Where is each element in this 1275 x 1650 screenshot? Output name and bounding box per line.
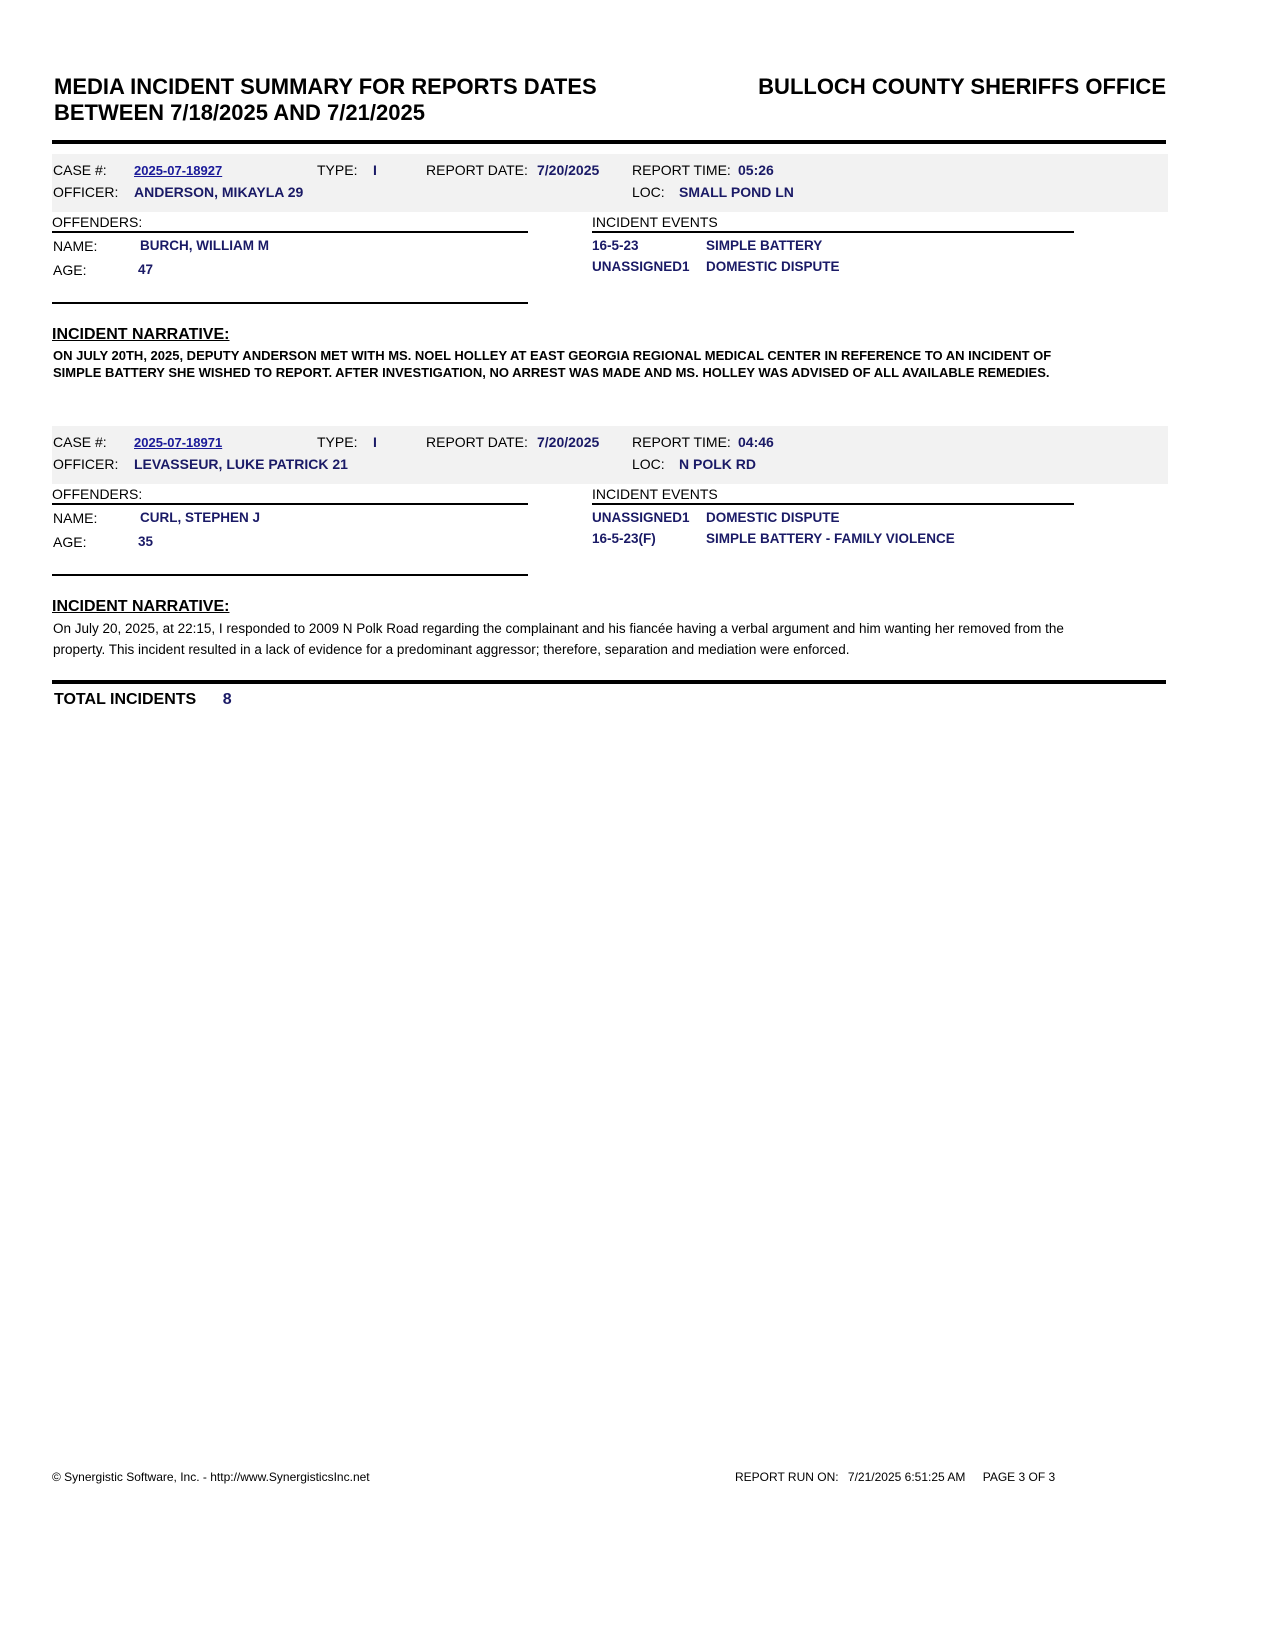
event-description: SIMPLE BATTERY (706, 238, 823, 253)
case-number-label: CASE #: (53, 162, 107, 178)
offender-name-label: NAME: (53, 238, 98, 254)
report-time-value: 05:26 (738, 162, 774, 178)
case-header (52, 426, 1168, 484)
report-run-value: 7/21/2025 6:51:25 AM (847, 1470, 966, 1484)
location-label: LOC: (632, 184, 665, 200)
report-title-line-1: MEDIA INCIDENT SUMMARY FOR REPORTS DATES (54, 74, 597, 99)
total-incidents-label: TOTAL INCIDENTS (54, 691, 197, 708)
offender-name-value: BURCH, WILLIAM M (140, 238, 269, 253)
event-description: DOMESTIC DISPUTE (706, 510, 840, 525)
report-time-value: 04:46 (738, 434, 774, 450)
report-date-label: REPORT DATE: (426, 434, 528, 450)
offenders-divider (52, 574, 528, 576)
offender-age-value: 35 (138, 534, 154, 549)
event-code: UNASSIGNED1 (592, 259, 690, 274)
report-title (54, 74, 674, 126)
case-number-link[interactable]: 2025-07-18927 (134, 163, 223, 178)
location-label: LOC: (632, 456, 665, 472)
report-time-label: REPORT TIME: (632, 434, 731, 450)
offender-name-label: NAME: (53, 510, 98, 526)
agency-name: BULLOCH COUNTY SHERIFFS OFFICE (758, 74, 1166, 99)
offenders-divider (52, 302, 528, 304)
narrative-header: INCIDENT NARRATIVE: (52, 326, 230, 343)
location-value: N POLK RD (679, 456, 756, 472)
case-number-label: CASE #: (53, 434, 107, 450)
report-title-line-2: BETWEEN 7/18/2025 AND 7/21/2025 (54, 100, 425, 125)
case-number-link[interactable]: 2025-07-18971 (134, 435, 223, 450)
narrative-section (52, 594, 1168, 684)
offender-age-value: 47 (138, 262, 154, 277)
type-value: I (373, 434, 377, 450)
officer-label: OFFICER: (53, 456, 119, 472)
case-record (52, 426, 1168, 684)
type-value: I (373, 162, 377, 178)
report-time-label: REPORT TIME: (632, 162, 731, 178)
report-date-label: REPORT DATE: (426, 162, 528, 178)
page-header (54, 74, 1166, 134)
event-description: DOMESTIC DISPUTE (706, 259, 840, 274)
offenders-header: OFFENDERS: (52, 214, 528, 233)
case-header (52, 154, 1168, 212)
narrative-text: On July 20, 2025, at 22:15, I responded to 2009 N Polk Road regarding the complainant and his fiancée having a verbal argument and him wanting her removed from the property. This incident resulted in a lack of evidence for a predominant aggressor; therefore, separation and mediation were enforced. (53, 621, 1064, 657)
case-details (52, 212, 1168, 322)
report-run-label: REPORT RUN ON: (735, 1470, 839, 1484)
location-value: SMALL POND LN (679, 184, 794, 200)
officer-label: OFFICER: (53, 184, 119, 200)
narrative-text: ON JULY 20TH, 2025, DEPUTY ANDERSON MET WITH MS. NOEL HOLLEY AT EAST GEORGIA REGIONAL MEDICAL CENTER IN REFERENCE TO AN INCIDENT OF SIMPLE BATTERY SHE WISHED TO REPORT. AFTER INVESTIGATION, NO ARREST WAS MADE AND MS. HOLLEY WAS ADVISED OF ALL AVAILABLE REMEDIES. (53, 348, 1052, 380)
event-code: 16-5-23(F) (592, 531, 656, 546)
incident-events-header: INCIDENT EVENTS (592, 486, 1074, 505)
report-date-value: 7/20/2025 (537, 162, 600, 178)
narrative-header: INCIDENT NARRATIVE: (52, 598, 230, 615)
type-label: TYPE: (317, 434, 358, 450)
total-incidents (54, 691, 232, 709)
totals-divider (52, 680, 1166, 684)
event-code: UNASSIGNED1 (592, 510, 690, 525)
offender-age-label: AGE: (53, 534, 87, 550)
total-incidents-value: 8 (222, 691, 232, 708)
incident-events-header: INCIDENT EVENTS (592, 214, 1074, 233)
officer-value: LEVASSEUR, LUKE PATRICK 21 (134, 456, 348, 472)
type-label: TYPE: (317, 162, 358, 178)
case-details (52, 484, 1168, 594)
report-date-value: 7/20/2025 (537, 434, 600, 450)
footer-copyright: © Synergistic Software, Inc. - http://www.SynergisticsInc.net (52, 1470, 370, 1484)
offenders-header: OFFENDERS: (52, 486, 528, 505)
page-number: PAGE 3 OF 3 (982, 1470, 1056, 1484)
offender-name-value: CURL, STEPHEN J (140, 510, 261, 525)
header-divider (52, 140, 1166, 144)
officer-value: ANDERSON, MIKAYLA 29 (134, 184, 304, 200)
footer-run-info (735, 1470, 1055, 1484)
case-record (52, 154, 1168, 448)
event-description: SIMPLE BATTERY - FAMILY VIOLENCE (706, 531, 955, 546)
event-code: 16-5-23 (592, 238, 639, 253)
offender-age-label: AGE: (53, 262, 87, 278)
